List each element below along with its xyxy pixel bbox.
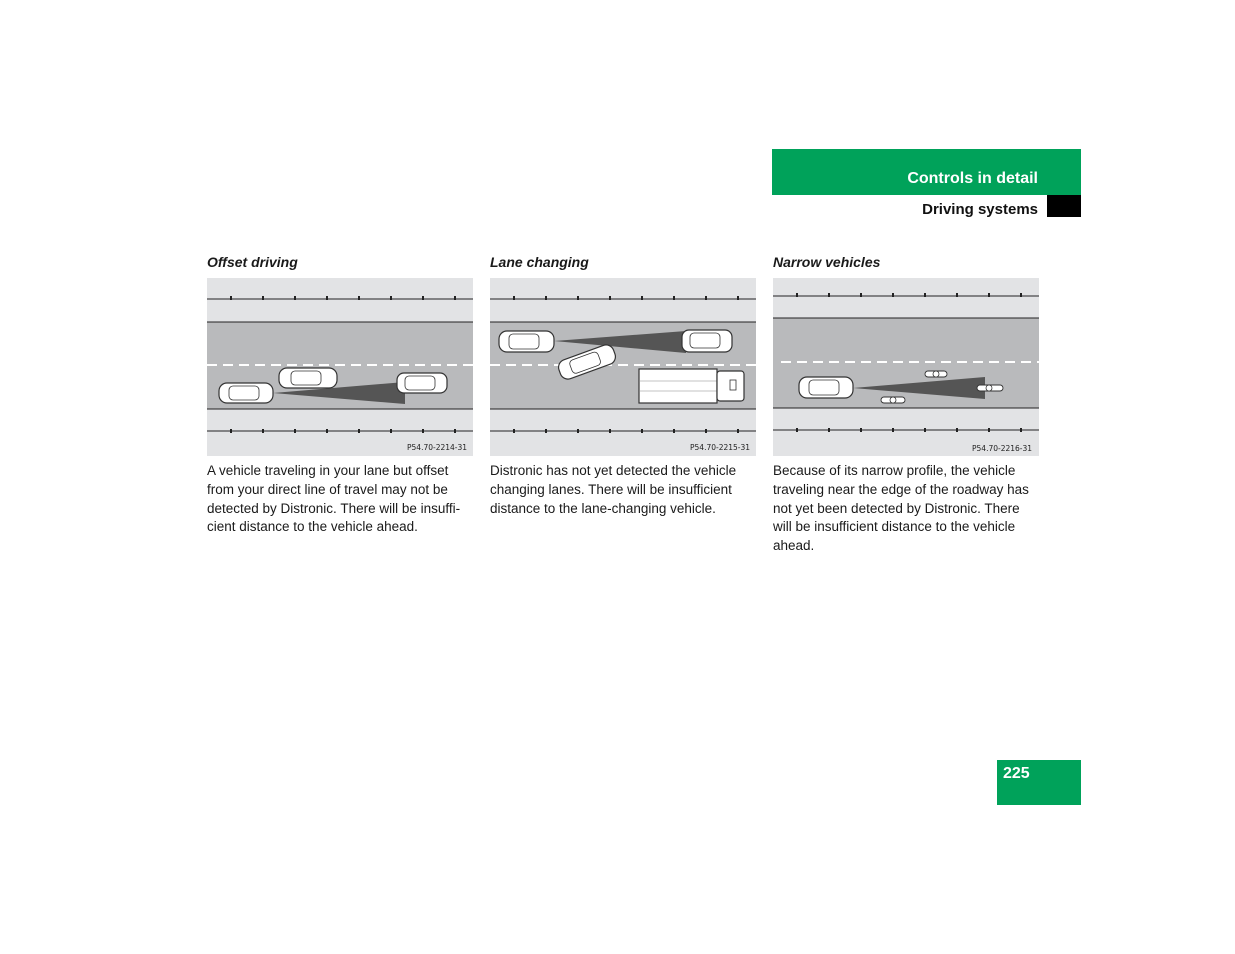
lane-changing-illustration <box>490 278 756 456</box>
column-text: A vehicle traveling in your lane but offset from your direct line of travel may not be detected by Distronic. There will be insuffi-cient distance to the vehicle ahead. <box>207 463 461 535</box>
car-ahead-icon <box>397 373 447 393</box>
narrow-vehicles-illustration <box>773 278 1039 456</box>
column-narrow-vehicles <box>773 252 1039 556</box>
column-lane-changing <box>490 252 756 518</box>
car-offset-icon <box>279 368 337 388</box>
car-own-icon <box>499 331 554 352</box>
column-offset-driving <box>207 252 473 537</box>
figure-code: P54.70-2216-31 <box>972 444 1033 453</box>
column-text: Because of its narrow profile, the vehicle traveling near the edge of the roadway has not yet been detected by Distronic. There will be insufficient distance to the vehicle ahead. <box>773 463 1029 554</box>
truck-icon <box>639 369 744 403</box>
car-own-icon <box>799 377 853 398</box>
subsection-marker <box>1047 195 1081 217</box>
figure-code: P54.70-2215-31 <box>690 443 751 452</box>
page-number: 225 <box>1003 765 1030 782</box>
section-header-bar <box>772 149 1081 195</box>
motorcycle-icon <box>881 397 905 403</box>
column-title: Narrow vehicles <box>773 254 881 270</box>
subsection-title: Driving systems <box>922 201 1038 218</box>
page-number-tab <box>997 760 1081 805</box>
section-title: Controls in detail <box>907 170 1038 187</box>
car-ahead-icon <box>682 330 732 352</box>
column-title: Offset driving <box>207 254 298 270</box>
motorcycle-icon <box>977 385 1003 391</box>
offset-driving-illustration <box>207 278 473 456</box>
motorcycle-icon <box>925 371 947 377</box>
column-text: Distronic has not yet detected the vehicle changing lanes. There will be insufficient distance to the lane-changing vehicle. <box>490 463 737 516</box>
car-own-icon <box>219 383 273 403</box>
figure-code: P54.70-2214-31 <box>407 443 468 452</box>
column-title: Lane changing <box>490 254 589 270</box>
